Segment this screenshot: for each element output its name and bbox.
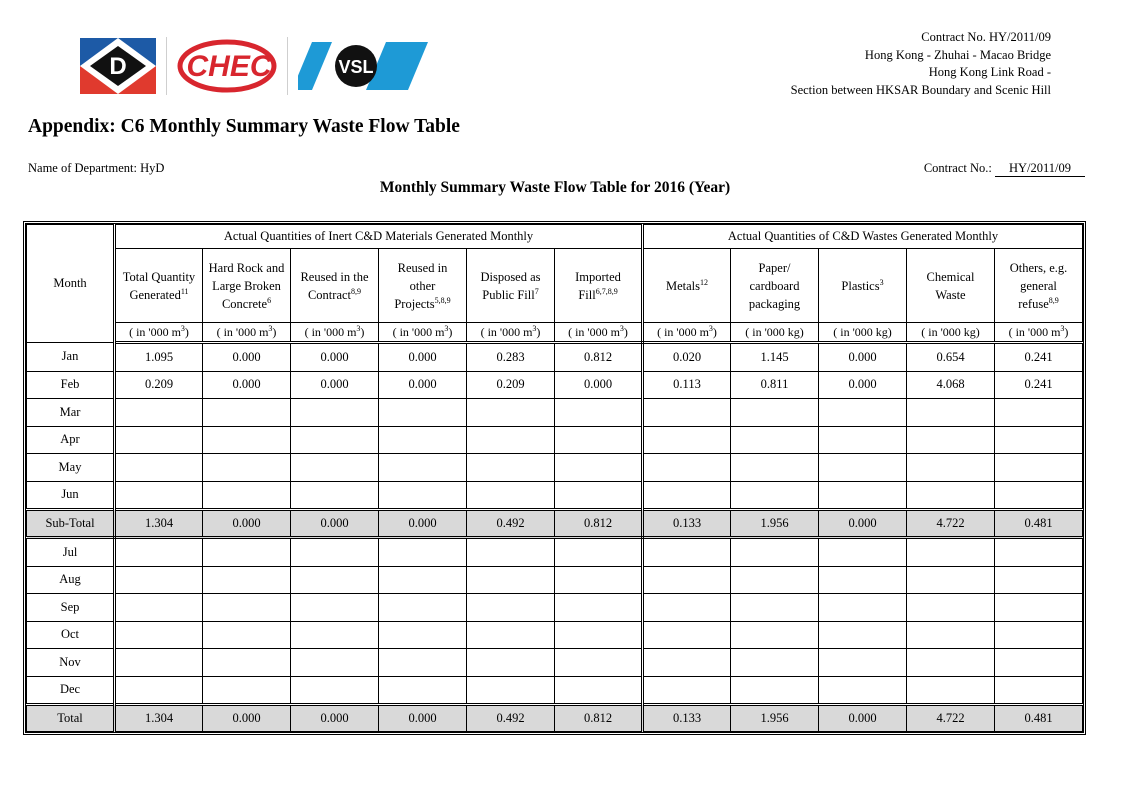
month-label: Jan bbox=[27, 343, 115, 372]
table-cell bbox=[291, 594, 379, 622]
table-cell: 0.492 bbox=[467, 705, 555, 732]
table-cell bbox=[291, 649, 379, 677]
column-unit bbox=[907, 323, 995, 343]
column-unit-text: ( in '000 m bbox=[480, 324, 533, 339]
table-cell: 0.000 bbox=[203, 510, 291, 538]
table-cell bbox=[291, 676, 379, 705]
column-header-text: Large Broken bbox=[212, 278, 281, 293]
table-cell bbox=[379, 454, 467, 482]
footnote-ref: 8,9 bbox=[351, 286, 362, 296]
table-cell bbox=[907, 399, 995, 427]
column-unit bbox=[467, 323, 555, 343]
waste-flow-table bbox=[26, 224, 1083, 732]
column-header-text: Hard Rock and bbox=[208, 260, 285, 275]
table-cell: 0.133 bbox=[643, 705, 731, 732]
table-cell bbox=[115, 566, 203, 594]
column-unit-close: ) bbox=[272, 324, 277, 339]
unit-exponent: 3 bbox=[1060, 323, 1065, 333]
table-cell bbox=[291, 566, 379, 594]
subtotal-label: Sub-Total bbox=[27, 510, 115, 538]
month-label: May bbox=[27, 454, 115, 482]
column-header bbox=[907, 249, 995, 323]
table-row bbox=[27, 481, 1083, 510]
column-unit-text: ( in '000 kg) bbox=[833, 324, 892, 339]
column-unit bbox=[115, 323, 203, 343]
column-unit bbox=[995, 323, 1083, 343]
contract-line: Section between HKSAR Boundary and Scenic Hill bbox=[790, 82, 1051, 97]
table-cell bbox=[115, 676, 203, 705]
table-cell: 0.812 bbox=[555, 343, 643, 372]
table-cell: 0.000 bbox=[555, 371, 643, 399]
table-cell bbox=[555, 481, 643, 510]
table-cell bbox=[643, 481, 731, 510]
table-cell: 0.812 bbox=[555, 705, 643, 732]
table-cell bbox=[115, 649, 203, 677]
table-cell: 0.000 bbox=[819, 343, 907, 372]
table-cell bbox=[203, 426, 291, 454]
table-cell bbox=[555, 621, 643, 649]
month-label: Dec bbox=[27, 676, 115, 705]
table-cell bbox=[291, 621, 379, 649]
table-cell bbox=[995, 594, 1083, 622]
table-cell: 0.000 bbox=[379, 371, 467, 399]
column-header-text: Paper/ bbox=[758, 260, 791, 275]
subtotal-row bbox=[27, 510, 1083, 538]
table-cell bbox=[555, 399, 643, 427]
table-cell bbox=[995, 399, 1083, 427]
table-cell bbox=[907, 676, 995, 705]
contract-line: Hong Kong Link Road - bbox=[928, 65, 1051, 79]
column-unit-text: ( in '000 m bbox=[657, 324, 709, 339]
footnote-ref: 6,7,8,9 bbox=[595, 286, 618, 296]
column-header bbox=[467, 249, 555, 323]
table-cell bbox=[115, 481, 203, 510]
table-cell: 0.000 bbox=[291, 343, 379, 372]
column-header bbox=[995, 249, 1083, 323]
table-cell bbox=[643, 676, 731, 705]
table-cell bbox=[203, 566, 291, 594]
table-cell: 0.133 bbox=[643, 510, 731, 538]
month-label: Mar bbox=[27, 399, 115, 427]
table-cell: 0.020 bbox=[643, 343, 731, 372]
footnote-ref: 5,8,9 bbox=[434, 295, 451, 305]
table-cell bbox=[819, 621, 907, 649]
table-cell bbox=[291, 538, 379, 567]
table-row bbox=[27, 649, 1083, 677]
table-cell bbox=[731, 566, 819, 594]
column-header-text: general bbox=[1020, 278, 1057, 293]
column-header bbox=[203, 249, 291, 323]
column-header-text: Chemical bbox=[926, 269, 975, 284]
table-cell bbox=[643, 426, 731, 454]
department-label: Name of Department: HyD bbox=[28, 161, 165, 175]
column-unit-close: ) bbox=[360, 324, 365, 339]
table-cell bbox=[555, 594, 643, 622]
column-header-text: Public Fill bbox=[482, 287, 535, 302]
table-cell bbox=[819, 649, 907, 677]
table-row bbox=[27, 399, 1083, 427]
table-cell bbox=[907, 538, 995, 567]
month-label: Nov bbox=[27, 649, 115, 677]
waste-flow-table-frame bbox=[23, 221, 1086, 735]
table-row bbox=[27, 426, 1083, 454]
vsl-logo-text: VSL bbox=[338, 57, 374, 77]
column-header bbox=[291, 249, 379, 323]
unit-exponent: 3 bbox=[708, 323, 713, 333]
table-cell: 1.956 bbox=[731, 510, 819, 538]
column-unit-close: ) bbox=[448, 324, 453, 339]
column-header bbox=[379, 249, 467, 323]
table-row bbox=[27, 676, 1083, 705]
month-column-header: Month bbox=[27, 225, 115, 343]
table-cell bbox=[819, 399, 907, 427]
table-cell bbox=[291, 454, 379, 482]
table-cell bbox=[467, 399, 555, 427]
table-cell bbox=[643, 399, 731, 427]
column-unit bbox=[203, 323, 291, 343]
table-cell: 0.000 bbox=[291, 371, 379, 399]
table-cell bbox=[467, 676, 555, 705]
table-cell bbox=[555, 538, 643, 567]
table-cell: 4.068 bbox=[907, 371, 995, 399]
column-header-text: packaging bbox=[748, 296, 801, 311]
column-unit-text: ( in '000 kg) bbox=[745, 324, 804, 339]
table-cell bbox=[819, 481, 907, 510]
column-header-text: Plastics bbox=[841, 278, 880, 293]
table-cell bbox=[819, 538, 907, 567]
table-cell bbox=[467, 621, 555, 649]
table-cell bbox=[731, 676, 819, 705]
month-label: Oct bbox=[27, 621, 115, 649]
table-group-header-row bbox=[27, 225, 1083, 249]
table-cell bbox=[907, 594, 995, 622]
table-cell bbox=[379, 566, 467, 594]
table-cell bbox=[643, 566, 731, 594]
table-cell bbox=[995, 426, 1083, 454]
table-cell bbox=[995, 649, 1083, 677]
table-cell bbox=[467, 566, 555, 594]
table-cell bbox=[995, 481, 1083, 510]
table-cell bbox=[995, 676, 1083, 705]
footnote-ref: 11 bbox=[180, 286, 189, 296]
table-cell bbox=[819, 566, 907, 594]
table-cell bbox=[555, 676, 643, 705]
table-cell: 0.000 bbox=[203, 705, 291, 732]
table-cell bbox=[819, 676, 907, 705]
table-cell: 1.304 bbox=[115, 510, 203, 538]
table-cell bbox=[731, 621, 819, 649]
table-row bbox=[27, 343, 1083, 372]
table-row bbox=[27, 371, 1083, 399]
table-cell bbox=[115, 426, 203, 454]
table-cell: 0.481 bbox=[995, 510, 1083, 538]
table-cell bbox=[203, 481, 291, 510]
chec-logo-text: CHEC bbox=[186, 50, 272, 83]
column-header-text: Concrete bbox=[221, 296, 268, 311]
table-cell: 0.209 bbox=[467, 371, 555, 399]
column-unit bbox=[643, 323, 731, 343]
table-cell: 0.000 bbox=[203, 343, 291, 372]
table-cell bbox=[379, 621, 467, 649]
column-header-text: Metals bbox=[665, 278, 701, 293]
table-cell bbox=[379, 399, 467, 427]
table-cell bbox=[643, 594, 731, 622]
table-cell: 0.481 bbox=[995, 705, 1083, 732]
table-cell: 0.654 bbox=[907, 343, 995, 372]
column-unit bbox=[379, 323, 467, 343]
column-header-text: Waste bbox=[935, 287, 966, 302]
table-cell bbox=[203, 454, 291, 482]
month-label: Feb bbox=[27, 371, 115, 399]
footnote-ref: 3 bbox=[879, 277, 884, 287]
column-unit-text: ( in '000 m bbox=[1008, 324, 1061, 339]
footnote-ref: 12 bbox=[700, 277, 709, 287]
table-cell bbox=[907, 649, 995, 677]
column-unit-text: ( in '000 m bbox=[129, 324, 181, 339]
table-cell bbox=[555, 566, 643, 594]
dragages-logo-letter: D bbox=[109, 53, 127, 80]
column-unit bbox=[731, 323, 819, 343]
table-cell bbox=[731, 538, 819, 567]
table-cell bbox=[819, 454, 907, 482]
contract-no-label: Contract No.: bbox=[923, 161, 992, 175]
column-unit-text: ( in '000 m bbox=[304, 324, 357, 339]
table-cell: 0.000 bbox=[819, 510, 907, 538]
table-cell bbox=[467, 649, 555, 677]
table-cell bbox=[731, 454, 819, 482]
table-cell bbox=[115, 538, 203, 567]
table-cell bbox=[379, 538, 467, 567]
table-cell bbox=[731, 481, 819, 510]
table-cell bbox=[907, 566, 995, 594]
table-cell bbox=[555, 454, 643, 482]
table-cell bbox=[467, 481, 555, 510]
table-cell bbox=[203, 621, 291, 649]
table-cell bbox=[731, 649, 819, 677]
table-cell bbox=[115, 621, 203, 649]
column-header bbox=[819, 249, 907, 323]
table-cell: 0.811 bbox=[731, 371, 819, 399]
table-cell bbox=[907, 426, 995, 454]
unit-exponent: 3 bbox=[532, 323, 537, 333]
column-header-text: Projects bbox=[394, 296, 435, 311]
table-cell: 0.000 bbox=[379, 705, 467, 732]
table-row bbox=[27, 594, 1083, 622]
column-header-text: Contract bbox=[307, 287, 352, 302]
column-unit-close: ) bbox=[712, 324, 717, 339]
column-unit-close: ) bbox=[184, 324, 189, 339]
table-cell: 1.095 bbox=[115, 343, 203, 372]
unit-exponent: 3 bbox=[444, 323, 449, 333]
contract-no-value: HY/2011/09 bbox=[995, 161, 1085, 177]
column-unit bbox=[555, 323, 643, 343]
table-cell bbox=[379, 649, 467, 677]
table-cell: 0.241 bbox=[995, 343, 1083, 372]
table-cell: 4.722 bbox=[907, 510, 995, 538]
table-cell bbox=[379, 481, 467, 510]
table-cell bbox=[291, 399, 379, 427]
unit-exponent: 3 bbox=[180, 323, 185, 333]
contract-line: Contract No. HY/2011/09 bbox=[921, 30, 1051, 44]
month-label: Sep bbox=[27, 594, 115, 622]
unit-exponent: 3 bbox=[356, 323, 361, 333]
column-unit-text: ( in '000 m bbox=[216, 324, 269, 339]
table-cell bbox=[467, 454, 555, 482]
table-cell: 0.000 bbox=[203, 371, 291, 399]
table-cell bbox=[203, 676, 291, 705]
table-column-header-row bbox=[27, 249, 1083, 323]
table-cell: 0.113 bbox=[643, 371, 731, 399]
table-cell bbox=[203, 594, 291, 622]
table-cell: 1.304 bbox=[115, 705, 203, 732]
column-header-text: Reused in bbox=[397, 260, 448, 275]
table-cell: 0.000 bbox=[291, 510, 379, 538]
column-unit-close: ) bbox=[536, 324, 541, 339]
table-cell bbox=[467, 538, 555, 567]
vsl-logo bbox=[298, 38, 428, 94]
cd-wastes-group-header: Actual Quantities of C&D Wastes Generated Monthly bbox=[643, 225, 1083, 249]
month-label: Jul bbox=[27, 538, 115, 567]
column-header-text: Total Quantity bbox=[122, 269, 196, 284]
logo-divider bbox=[166, 37, 167, 95]
table-row bbox=[27, 454, 1083, 482]
table-cell bbox=[203, 538, 291, 567]
table-cell bbox=[555, 426, 643, 454]
table-cell bbox=[731, 594, 819, 622]
column-header bbox=[115, 249, 203, 323]
column-header-text: Imported bbox=[575, 269, 621, 284]
table-cell bbox=[291, 481, 379, 510]
column-header-text: Disposed as bbox=[480, 269, 541, 284]
table-cell: 0.000 bbox=[819, 371, 907, 399]
month-label: Apr bbox=[27, 426, 115, 454]
table-unit-row bbox=[27, 323, 1083, 343]
table-cell bbox=[643, 538, 731, 567]
unit-exponent: 3 bbox=[619, 323, 624, 333]
table-cell bbox=[819, 594, 907, 622]
appendix-title: Appendix: C6 Monthly Summary Waste Flow Table bbox=[28, 116, 460, 137]
table-cell: 0.492 bbox=[467, 510, 555, 538]
table-cell bbox=[291, 426, 379, 454]
table-cell bbox=[643, 621, 731, 649]
logo-divider bbox=[287, 37, 288, 95]
table-cell bbox=[731, 426, 819, 454]
column-unit bbox=[291, 323, 379, 343]
table-cell: 0.812 bbox=[555, 510, 643, 538]
column-header-text: Generated bbox=[129, 287, 181, 302]
table-cell bbox=[995, 538, 1083, 567]
table-cell bbox=[819, 426, 907, 454]
column-unit bbox=[819, 323, 907, 343]
table-cell bbox=[379, 426, 467, 454]
table-cell bbox=[907, 454, 995, 482]
table-cell bbox=[203, 399, 291, 427]
table-cell bbox=[115, 399, 203, 427]
table-cell bbox=[379, 676, 467, 705]
logo-strip bbox=[80, 36, 428, 96]
column-unit-close: ) bbox=[623, 324, 628, 339]
table-cell bbox=[995, 621, 1083, 649]
table-cell bbox=[643, 454, 731, 482]
table-cell bbox=[467, 594, 555, 622]
inert-materials-group-header: Actual Quantities of Inert C&D Materials Generated Monthly bbox=[115, 225, 643, 249]
table-cell bbox=[115, 594, 203, 622]
contract-no-field bbox=[924, 161, 1085, 177]
table-cell: 0.241 bbox=[995, 371, 1083, 399]
table-cell bbox=[731, 399, 819, 427]
table-cell: 0.000 bbox=[379, 510, 467, 538]
contract-line: Hong Kong - Zhuhai - Macao Bridge bbox=[864, 47, 1051, 62]
chec-logo bbox=[177, 38, 277, 94]
total-row bbox=[27, 705, 1083, 732]
column-unit-text: ( in '000 m bbox=[568, 324, 620, 339]
column-header-text: Reused in the bbox=[300, 269, 369, 284]
table-cell bbox=[907, 621, 995, 649]
table-row bbox=[27, 538, 1083, 567]
month-label: Jun bbox=[27, 481, 115, 510]
column-unit-text: ( in '000 m bbox=[392, 324, 445, 339]
table-cell: 4.722 bbox=[907, 705, 995, 732]
table-row bbox=[27, 566, 1083, 594]
column-unit-close: ) bbox=[1064, 324, 1069, 339]
table-cell: 0.000 bbox=[819, 705, 907, 732]
column-header-text: Fill bbox=[578, 287, 596, 302]
table-cell bbox=[379, 594, 467, 622]
table-cell bbox=[907, 481, 995, 510]
table-cell: 0.000 bbox=[291, 705, 379, 732]
total-label: Total bbox=[27, 705, 115, 732]
dragages-logo bbox=[80, 38, 156, 94]
table-cell bbox=[995, 566, 1083, 594]
table-row bbox=[27, 621, 1083, 649]
column-header bbox=[555, 249, 643, 323]
table-cell: 1.145 bbox=[731, 343, 819, 372]
footnote-ref: 6 bbox=[267, 295, 272, 305]
table-cell bbox=[467, 426, 555, 454]
column-header-text: other bbox=[409, 278, 436, 293]
footnote-ref: 8,9 bbox=[1048, 295, 1059, 305]
month-label: Aug bbox=[27, 566, 115, 594]
table-cell: 0.283 bbox=[467, 343, 555, 372]
footnote-ref: 7 bbox=[534, 286, 539, 296]
unit-exponent: 3 bbox=[268, 323, 273, 333]
table-cell: 0.000 bbox=[379, 343, 467, 372]
column-header bbox=[731, 249, 819, 323]
column-header-text: Others, e.g. bbox=[1009, 260, 1068, 275]
table-cell bbox=[203, 649, 291, 677]
table-cell bbox=[115, 454, 203, 482]
table-cell: 0.209 bbox=[115, 371, 203, 399]
table-cell bbox=[995, 454, 1083, 482]
table-cell bbox=[643, 649, 731, 677]
contract-info-block bbox=[791, 29, 1051, 99]
column-header-text: cardboard bbox=[749, 278, 800, 293]
table-cell bbox=[555, 649, 643, 677]
column-header bbox=[643, 249, 731, 323]
column-unit-text: ( in '000 kg) bbox=[921, 324, 980, 339]
column-header-text: refuse bbox=[1018, 296, 1049, 311]
table-title: Monthly Summary Waste Flow Table for 2016 (Year) bbox=[379, 179, 731, 196]
table-cell: 1.956 bbox=[731, 705, 819, 732]
